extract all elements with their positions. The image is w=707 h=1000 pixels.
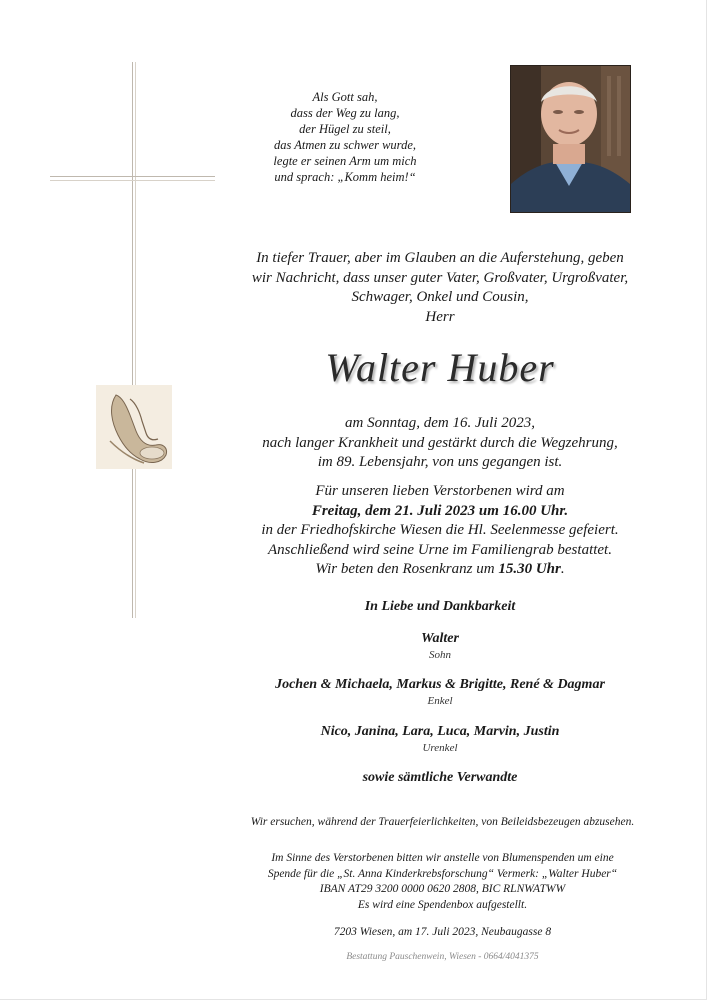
service-line: Anschließend wird seine Urne im Familiengrab bestattet.: [268, 541, 612, 558]
praying-hands-icon: [96, 385, 172, 469]
family-names: Jochen & Michaela, Markus & Brigitte, René & Dagmar: [275, 677, 605, 692]
poem-line: dass der Weg zu lang,: [290, 106, 400, 120]
death-details: [200, 414, 680, 473]
rosary-time: 15.30 Uhr: [498, 561, 561, 577]
family-role: Enkel: [427, 695, 453, 707]
intro-text: [200, 249, 680, 327]
donation-line: IBAN AT29 3200 0000 0620 2808, BIC RLNWATWW: [319, 883, 566, 895]
poem-line: Als Gott sah,: [312, 90, 378, 104]
intro-line: Herr: [425, 308, 455, 325]
intro-line: Schwager, Onkel und Cousin,: [351, 289, 529, 305]
deceased-name: Walter Huber: [325, 345, 555, 390]
intro-line: wir Nachricht, dass unser guter Vater, Großvater, Urgroßvater,: [251, 269, 629, 286]
poem-line: das Atmen zu schwer wurde,: [273, 138, 416, 152]
family-heading: In Liebe und Dankbarkeit: [364, 599, 516, 614]
portrait-photo: [510, 65, 631, 213]
family-names: Walter: [421, 631, 459, 646]
family-closing: sowie sämtliche Verwandte: [362, 770, 518, 785]
poem-line: legte er seinen Arm um mich: [273, 154, 417, 168]
poem-line: der Hügel zu steil,: [299, 122, 391, 136]
service-date-text: Freitag, dem 21. Juli 2023 um 16.00 Uhr.: [311, 502, 569, 519]
death-line: nach langer Krankheit und gestärkt durch die Wegzehrung,: [262, 434, 618, 451]
request-text: Wir ersuchen, während der Trauerfeierlichkeiten, von Beileidsbezeugen abzusehen.: [250, 816, 635, 828]
donation-notice: [200, 851, 685, 913]
intro-line: In tiefer Trauer, aber im Glauben an die Auferstehung, geben: [256, 250, 624, 266]
rosary-prefix: Wir beten den Rosenkranz um: [315, 561, 499, 577]
poem: [230, 89, 460, 185]
family-group: [200, 630, 680, 662]
place-date: [200, 925, 685, 941]
death-line: am Sonntag, dem 16. Juli 2023,: [345, 415, 535, 431]
death-line: im 89. Lebensjahr, von uns gegangen ist.: [317, 454, 563, 470]
rosary-suffix: .: [560, 561, 565, 577]
donation-line: Spende für die „St. Anna Kinderkrebsforschung“ Vermerk: „Walter Huber“: [267, 867, 618, 880]
place-date-text: 7203 Wiesen, am 17. Juli 2023, Neubaugasse 8: [333, 926, 552, 938]
donation-line: Im Sinne des Verstorbenen bitten wir anstelle von Blumenspenden um eine: [271, 852, 614, 864]
service-date: [200, 502, 680, 522]
family-group: [200, 676, 680, 708]
rosary-line: [200, 560, 680, 580]
family-group: [200, 723, 680, 755]
family-closing-block: [200, 769, 680, 787]
condolence-request: [200, 815, 685, 831]
funeral-home-footer: Bestattung Pauschenwein, Wiesen - 0664/4041375: [346, 952, 539, 962]
service-line: Für unseren lieben Verstorbenen wird am: [315, 483, 565, 499]
family-heading-block: [200, 598, 680, 616]
family-role: Urenkel: [422, 742, 458, 754]
donation-line: Es wird eine Spendenbox aufgestellt.: [357, 898, 528, 911]
family-role: Sohn: [429, 649, 451, 661]
poem-line: und sprach: „Komm heim!“: [274, 170, 416, 184]
service-line: in der Friedhofskirche Wiesen die Hl. Seelenmesse gefeiert.: [261, 522, 619, 538]
family-names: Nico, Janina, Lara, Luca, Marvin, Justin: [320, 724, 560, 739]
service-details: [200, 482, 680, 580]
